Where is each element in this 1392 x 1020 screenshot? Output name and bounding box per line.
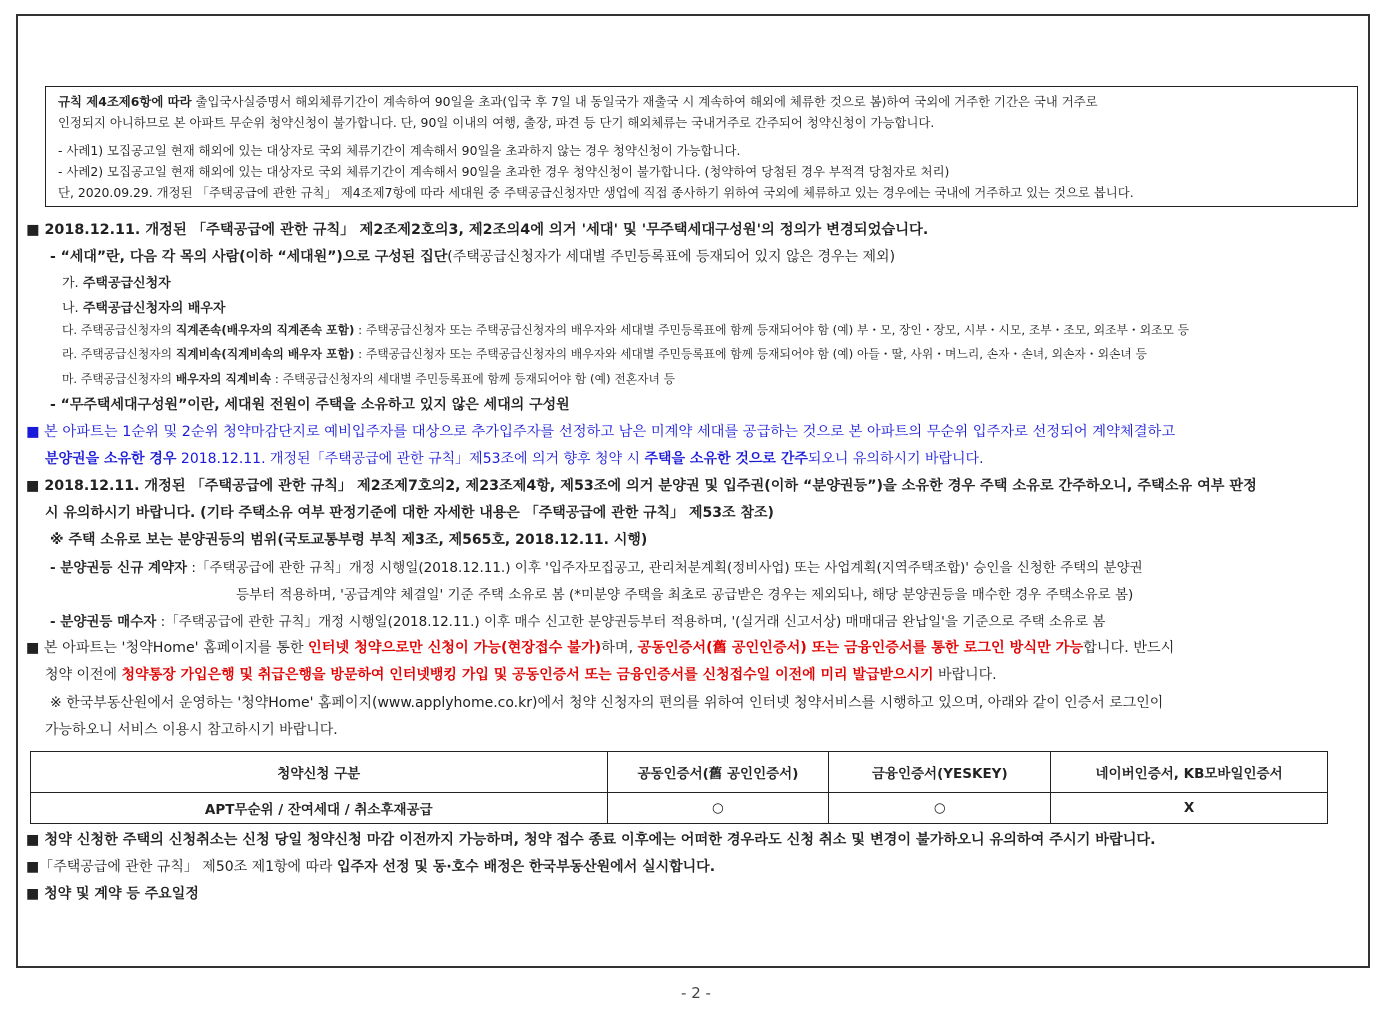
- overseas-notice-box: [45, 86, 1358, 207]
- household-definition: - “세대”란, 다음 각 목의 사람(이하 “세대원”)으로 구성된 집단(주택공급신청자가 세대별 주민등록표에 등재되어 있지 않은 경우는 제외): [50, 249, 896, 265]
- presale-line-1: ■ 2018.12.11. 개정된 「주택공급에 관한 규칙」 제2조제7호의2, 제23조제4항, 제53조에 의거 분양권 및 입주권(이하 “분양권등”)을 소유한 경우 주택 소유로 간주하오니, 주택소유 여부 판정: [26, 478, 1257, 494]
- presale-new-contractor: - 분양권등 신규 계약자 :「주택공급에 관한 규칙」개정 시행일(2018.12.11.) 이후 '입주자모집공고, 관리처분계획(정비사업) 또는 사업계획(지역주택조합)' 승인을 신청한 주택의 분양권: [50, 560, 1143, 576]
- internet-note-2: 가능하오니 서비스 이용시 참고하시기 바랍니다.: [45, 722, 338, 738]
- table-row: [31, 793, 1328, 824]
- notice-line-1: 규칙 제4조제6항에 따라 출입국사실증명서 해외체류기간이 계속하여 90일을 초과(입국 후 7일 내 동일국가 재출국 시 계속하여 해외에 체류한 것으로 봄)하여 국외에 거주한 기간은 국내 거주로: [58, 94, 1098, 109]
- table-cell: ○: [607, 793, 829, 824]
- household-item-da: 다. 주택공급신청자의 직계존속(배우자의 직계존속 포함) : 주택공급신청자 또는 주택공급신청자의 배우자와 세대별 주민등록표에 함께 등재되어야 함 (예) 부・모, 장인・장모, 시부・시모, 조부・조모, 외조부・외조모 등: [62, 323, 1190, 337]
- table-cell: APT무순위 / 잔여세대 / 취소후재공급: [31, 793, 608, 824]
- table-header-cell: 금융인증서(YESKEY): [829, 752, 1051, 793]
- certificate-table: [30, 751, 1328, 824]
- presale-new-contractor-cont: 등부터 적용하며, '공급계약 체결일' 기준 주택 소유로 봄 (*미분양 주택을 최초로 공급받은 경우는 제외되나, 해당 분양권등을 매수한 경우 주택소유로 봄): [236, 587, 1134, 603]
- table-header-row: [31, 752, 1328, 793]
- blue-notice-line-2: 분양권을 소유한 경우 2018.12.11. 개정된「주택공급에 관한 규칙」제53조에 의거 향후 청약 시 주택을 소유한 것으로 간주되오니 유의하시기 바랍니다.: [45, 451, 984, 467]
- cancel-notice: ■ 청약 신청한 주택의 신청취소는 신청 당일 청약신청 마감 이전까지 가능하며, 청약 접수 종료 이후에는 어떠한 경우라도 신청 취소 및 변경이 불가하오니 유의하여 주시기 바랍니다.: [26, 832, 1156, 848]
- household-heading: ■ 2018.12.11. 개정된 「주택공급에 관한 규칙」 제2조제2호의3, 제2조의4에 의거 '세대' 및 '무주택세대구성원'의 정의가 변경되었습니다.: [26, 222, 929, 238]
- table-header-cell: 네이버인증서, KB모바일인증서: [1051, 752, 1328, 793]
- assignment-notice: ■「주택공급에 관한 규칙」 제50조 제1항에 따라 입주자 선정 및 동·호수 배정은 한국부동산원에서 실시합니다.: [26, 859, 716, 875]
- household-item-na: 나. 주택공급신청자의 배우자: [62, 301, 226, 316]
- table-cell: ○: [829, 793, 1051, 824]
- household-item-ra: 라. 주택공급신청자의 직계비속(직계비속의 배우자 포함) : 주택공급신청자 또는 주택공급신청자의 배우자와 세대별 주민등록표에 함께 등재되어야 함 (예) 아들・딸, 사위・며느리, 손자・손녀, 외손자・외손녀 등: [62, 347, 1147, 361]
- no-house-definition: - “무주택세대구성원”이란, 세대원 전원이 주택을 소유하고 있지 않은 세대의 구성원: [50, 397, 570, 413]
- internet-line-2: 청약 이전에 청약통장 가입은행 및 취급은행을 방문하여 인터넷뱅킹 가입 및 공동인증서 또는 금융인증서를 신청접수일 이전에 미리 발급받으시기 바랍니다.: [45, 667, 997, 683]
- schedule-heading: ■ 청약 및 계약 등 주요일정: [26, 886, 199, 902]
- internet-note-1: ※ 한국부동산원에서 운영하는 '청약Home' 홈페이지(www.applyhome.co.kr)에서 청약 신청자의 편의를 위하여 인터넷 청약서비스를 시행하고 있으며, 아래와 같이 인증서 로그인이: [50, 695, 1164, 711]
- blue-notice-line-1: ■ 본 아파트는 1순위 및 2순위 청약마감단지로 예비입주자를 대상으로 추가입주자를 선정하고 남은 미계약 세대를 공급하는 것으로 본 아파트의 무순위 입주자로 선정되어 계약체결하고: [26, 424, 1176, 440]
- table-cell: X: [1051, 793, 1328, 824]
- household-item-ma: 마. 주택공급신청자의 배우자의 직계비속 : 주택공급신청자의 세대별 주민등록표에 함께 등재되어야 함 (예) 전혼자녀 등: [62, 372, 676, 386]
- presale-line-2: 시 유의하시기 바랍니다. (기타 주택소유 여부 판정기준에 대한 자세한 내용은 「주택공급에 관한 규칙」 제53조 참조): [45, 505, 774, 521]
- table-header-cell: 공동인증서(舊 공인인증서): [607, 752, 829, 793]
- presale-buyer: - 분양권등 매수자 :「주택공급에 관한 규칙」개정 시행일(2018.12.11.) 이후 매수 신고한 분양권등부터 적용하며, '(실거래 신고서상) 매매대금 완납일'을 기준으로 주택 소유로 봄: [50, 614, 1106, 630]
- table-header-cell: 청약신청 구분: [31, 752, 608, 793]
- presale-scope: ※ 주택 소유로 보는 분양권등의 범위(국토교통부령 부칙 제3조, 제565호, 2018.12.11. 시행): [50, 532, 648, 548]
- notice-case-3: 단, 2020.09.29. 개정된 「주택공급에 관한 규칙」 제4조제7항에 따라 세대원 중 주택공급신청자만 생업에 직접 종사하기 위하여 국외에 체류하고 있는 경우에는 국내에 거주하고 있는 것으로 봅니다.: [58, 185, 1134, 200]
- notice-case-1: - 사례1) 모집공고일 현재 해외에 있는 대상자로 국외 체류기간이 계속해서 90일을 초과하지 않는 경우 청약신청이 가능합니다.: [58, 143, 741, 158]
- internet-line-1: ■ 본 아파트는 '청약Home' 홈페이지를 통한 인터넷 청약으로만 신청이 가능(현장접수 불가)하며, 공동인증서(舊 공인인증서) 또는 금융인증서를 통한 로그인 방식만 가능합니다. 반드시: [26, 640, 1175, 656]
- household-item-ga: 가. 주택공급신청자: [62, 276, 171, 291]
- notice-case-2: - 사례2) 모집공고일 현재 해외에 있는 대상자로 국외 체류기간이 계속해서 90일을 초과한 경우 청약신청이 불가합니다. (청약하여 당첨된 경우 부적격 당첨자로 처리): [58, 164, 950, 179]
- notice-line-2: 인정되지 아니하므로 본 아파트 무순위 청약신청이 불가합니다. 단, 90일 이내의 여행, 출장, 파견 등 단기 해외체류는 국내거주로 간주되어 청약신청이 가능합니다.: [58, 115, 935, 130]
- page-number: - 2 -: [681, 984, 711, 1002]
